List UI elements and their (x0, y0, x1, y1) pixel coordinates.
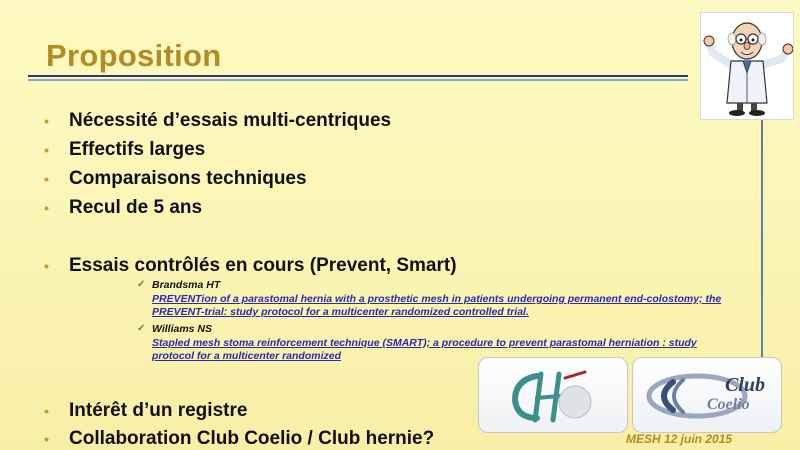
bullet-icon: • (44, 200, 49, 216)
bullet-icon: • (44, 113, 49, 129)
bullet-text: Comparaisons techniques (69, 168, 307, 189)
bullet-text: Collaboration Club Coelio / Club hernie? (69, 428, 435, 449)
doctor-mascot-image (700, 12, 794, 120)
bullet-icon: • (44, 258, 49, 274)
bullet-icon: • (44, 142, 49, 158)
bullet-icon: • (44, 171, 49, 187)
reference-link[interactable]: Stapled mesh stoma reinforcement technique (SMART); a procedure to prevent parastomal herniation : study protocol for a multicenter randomized (152, 337, 697, 362)
bullet-text: Nécessité d’essais multi-centriques (69, 110, 392, 131)
club-coelio-logo (632, 357, 782, 433)
checkmark-icon: ✓ (137, 279, 146, 290)
reference-link[interactable]: PREVENTion of a parastomal hernia with a prosthetic mesh in patients undergoing permanent end-colostomy; the PREVENT-trial: study protocol for a multicenter randomized controlled trial. (152, 293, 722, 318)
bullet-text: Effectifs larges (69, 139, 206, 160)
club-logo-line1: Club (725, 374, 766, 396)
bullet-icon: • (44, 431, 49, 447)
bullet-text: Essais contrôlés en cours (Prevent, Smart) (69, 255, 457, 276)
checkmark-icon: ✓ (137, 323, 146, 334)
bullet-text: Recul de 5 ans (69, 197, 203, 218)
bullet-icon: • (44, 403, 49, 419)
footer-text: MESH 12 juin 2015 (626, 432, 733, 446)
reference-author: Brandsma HT (152, 279, 221, 291)
club-logo-line2: Coelio (707, 396, 750, 413)
reference-author: Williams NS (152, 323, 213, 335)
decorative-vertical-line (761, 120, 763, 360)
bullet-text: Intérêt d’un registre (69, 400, 248, 421)
hospital-logo (478, 357, 628, 433)
title-underline (28, 75, 688, 77)
slide-title: Proposition (46, 38, 222, 73)
title-underline-secondary (28, 79, 688, 81)
